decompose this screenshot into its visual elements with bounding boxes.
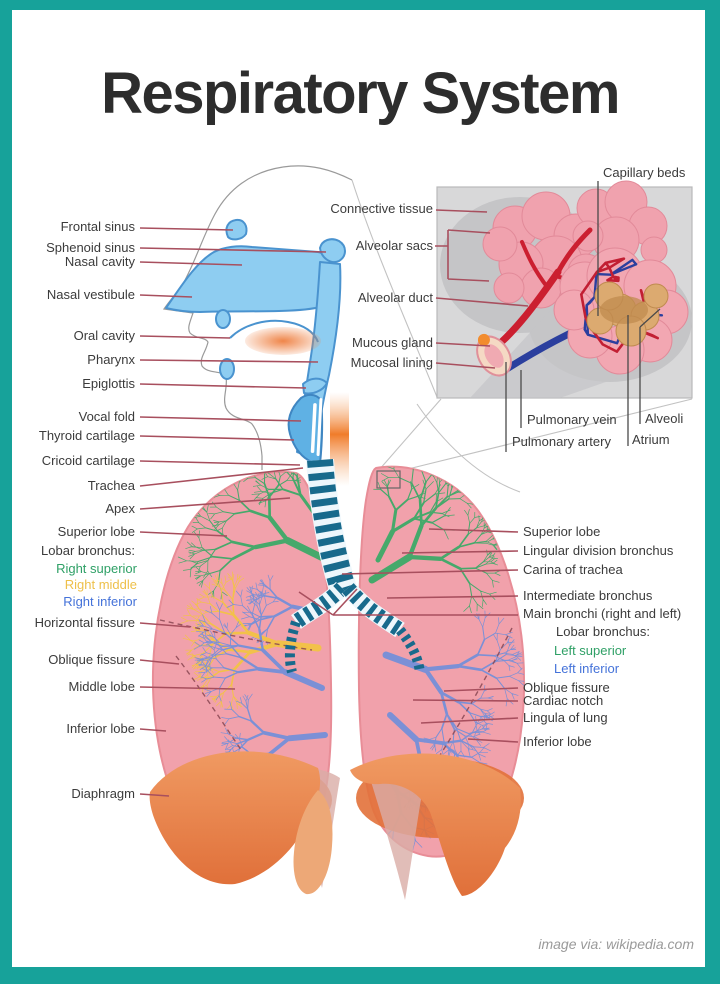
label-nasal-cavity: Nasal cavity [64,254,135,269]
label-oral-cavity: Oral cavity [73,328,135,343]
label-atrium: Atrium [632,432,670,447]
label-inferior-lobe-right: Inferior lobe [66,721,135,736]
upper-lip [216,310,230,328]
label-right-inferior: Right inferior [63,594,137,609]
label-inferior-lobe-left: Inferior lobe [523,734,592,749]
label-nasal-vestibule: Nasal vestibule [46,287,135,302]
image-credit: image via: wikipedia.com [538,936,694,952]
diaphragm-shape [150,751,524,900]
label-connective-tissue: Connective tissue [330,201,433,216]
label-alveolar-duct: Alveolar duct [357,290,433,305]
label-vocal-fold: Vocal fold [78,409,135,424]
label-pulmonary-vein: Pulmonary vein [527,412,617,427]
label-left-superior: Left superior [554,643,627,658]
label-lobar-bronchus-right: Lobar bronchus: [41,543,135,558]
label-frontal-sinus: Frontal sinus [60,219,135,234]
label-oblique-fissure-right: Oblique fissure [48,652,135,667]
label-alveoli: Alveoli [645,411,684,426]
label-carina-of-trachea: Carina of trachea [523,562,623,577]
label-oblique-fissure-left: Oblique fissure [523,680,610,695]
label-intermediate-bronchus: Intermediate bronchus [523,588,653,603]
page-title: Respiratory System [101,61,619,126]
alveoli-inset [437,181,692,398]
label-alveolar-sacs: Alveolar sacs [355,238,433,253]
label-apex: Apex [105,501,135,516]
label-pharynx: Pharynx [87,352,135,367]
label-mucosal-lining: Mucosal lining [350,355,433,370]
label-cardiac-notch: Cardiac notch [523,693,604,708]
label-superior-lobe-left: Superior lobe [523,524,601,539]
label-superior-lobe-right: Superior lobe [57,524,135,539]
label-middle-lobe: Middle lobe [68,679,135,694]
label-right-middle: Right middle [64,577,137,592]
label-lobar-bronchus-left: Lobar bronchus: [556,624,650,639]
label-horizontal-fissure: Horizontal fissure [34,615,135,630]
label-diaphragm: Diaphragm [71,786,135,801]
label-right-superior: Right superior [56,561,137,576]
label-lingular-division-bronchus: Lingular division bronchus [523,543,674,558]
label-cricoid-cartilage: Cricoid cartilage [41,453,135,468]
label-main-bronchi: Main bronchi (right and left) [523,606,682,621]
label-mucous-gland: Mucous gland [352,335,433,350]
label-thyroid-cartilage: Thyroid cartilage [38,428,135,443]
label-lingula-of-lung: Lingula of lung [523,710,608,725]
label-capillary-beds: Capillary beds [603,165,686,180]
nasal-cavity-shape [166,246,336,312]
lower-lip [220,359,234,379]
label-pulmonary-artery: Pulmonary artery [512,434,611,449]
label-epiglottis: Epiglottis [82,376,135,391]
label-sphenoid-sinus: Sphenoid sinus [46,240,135,255]
label-trachea: Trachea [87,478,135,493]
label-left-inferior: Left inferior [554,661,620,676]
